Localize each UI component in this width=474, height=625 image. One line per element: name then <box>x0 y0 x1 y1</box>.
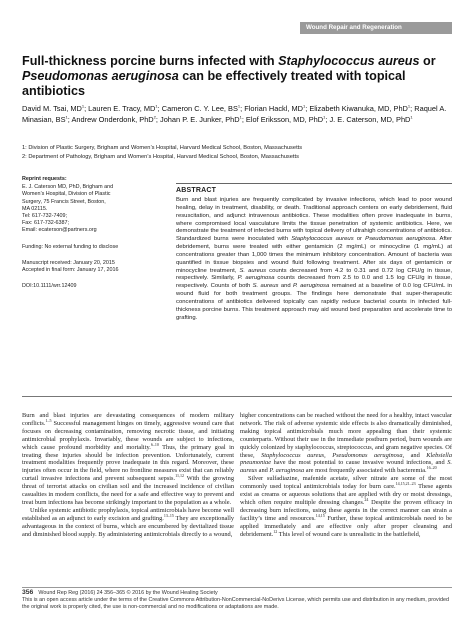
funding-note: Funding: No external funding to disclose <box>22 243 119 250</box>
affiliation-2: 2: Department of Pathology, Brigham and Women’s Hospital, Harvard Medical School, Boston, Massachusetts <box>22 153 299 160</box>
manuscript-dates <box>22 260 140 274</box>
page-footer <box>22 590 452 610</box>
reprint-line: MA 02115. <box>22 205 48 212</box>
article-title <box>22 54 452 99</box>
abstract-run: counts decreased from 2.5 to 0.0 and 1.5 log CFU/g in tissue, respectively. Counts of both <box>176 275 453 290</box>
organism-name: S. aureus <box>240 459 452 475</box>
abstract-organism: P. aeruginosa <box>292 283 330 290</box>
abstract-run: Burn and blast injuries are frequently complicated by invasive infections, which lead to poor wound healing, delay in treatment, disability, or death. Traditional approach centers on early debridement, fluid resuscitation, and adjunct intravenous antibiotics. These modalities often prove inadequate in burns, where compromised local vasculature limits the tissue penetration of systemic antibiotics. Here, we demonstrate the treatment of infected burns with topical delivery of ultrahigh concentrations of antibiotics. Standardized burns were inoculated with <box>176 197 452 243</box>
organism-name: Klebsiella pneumoniae <box>240 451 452 467</box>
body-paragraph <box>22 507 234 539</box>
author-name: Cameron C. Y. Lee, BS <box>161 104 238 113</box>
body-run: These agents exist as creams or aqueous solutions that are applied with dry or moist dressings, which often require multiple dressing changes. <box>240 483 452 506</box>
abstract-text <box>176 197 452 323</box>
reprint-line: Surgery, 75 Francis Street, Boston, <box>22 198 106 205</box>
reprint-phone: Tel: 617-732-7409; <box>22 213 67 220</box>
author-name: J. E. Caterson, MD, PhD <box>329 114 411 124</box>
body-run: , and <box>402 451 427 459</box>
doi[interactable]: DOI:10.1111/wrr.12409 <box>22 283 77 290</box>
abstract-run: counts decreased from 4.2 to 0.31 and 0.72 log CFU/g in tissue, respectively. Similarly, <box>176 267 452 282</box>
title-part: or <box>419 54 436 68</box>
citation-ref[interactable]: 16–20 <box>426 465 437 471</box>
author-affiliation-mark: 1 <box>323 114 326 120</box>
body-run: They are exceptionally advantageous in the context of burns, which are encumbered by devitalized tissue and diminished blood supply. By administering antimicrobials directly to a wound, <box>22 514 234 538</box>
page-number: 356 <box>22 589 34 596</box>
body-paragraph <box>240 412 452 475</box>
journal-header: Wound Repair and Regeneration <box>300 22 452 34</box>
abstract-section <box>176 183 452 323</box>
body-run: Further, these topical antimicrobials need to be applied immediately and are effective only after proper cleansing and debridement. <box>240 514 453 538</box>
section-divider <box>22 396 452 397</box>
affiliation-1: 1: Division of Plastic Surgery, Brigham and Women’s Hospital, Harvard Medical School, Boston, Massachusetts <box>22 145 303 151</box>
author-name: Elizabeth Kiwanuka, MD, PhD <box>309 104 408 113</box>
article-sidebar <box>22 176 140 299</box>
footer-license: This is an open access article under the terms of the Creative Commons Attribution-NonCommercial-NoDerivs License, which permits use and distribution in any medium, provided the original work is properly cited, the use is non-commercial and no modifications or adaptations are made. <box>22 596 449 610</box>
author-name: Johan P. E. Junker, PhD <box>160 114 240 124</box>
author-affiliation-mark: 2 <box>153 114 156 120</box>
citation-ref[interactable]: 24 <box>364 496 369 502</box>
author-affiliation-mark: 1 <box>237 103 241 109</box>
body-run: Despite the proven efficacy in decreasing burn infections, using these agents in the correct manner can strain a facility’s time and resources. <box>240 498 452 522</box>
abstract-organism: Staphylococcus aureus <box>291 236 354 243</box>
affiliations <box>22 144 452 161</box>
abstract-run: remained at a baseline of 0.0 log CFU/mL in wound fluid for both treatment groups. The findings here demonstrate that super-therapeutic concentrations of antibiotics delivered topically can rapidly reduce bacterial counts in infected full-thickness porcine burns. This treatment approach may aid wound bed preparation and accelerate time to grafting. <box>176 283 453 321</box>
body-run: With the growing threat of terrorist attacks on civilian soil and the increased incidence of civilian casualties in modern conflicts, the need for a safe and effective way to prevent and treat burn infections has become strikingly important to the population as a whole. <box>22 475 234 506</box>
title-part: Full-thickness porcine burns infected with <box>22 54 279 68</box>
reprint-heading: Reprint requests: <box>22 176 67 182</box>
abstract-organism: P. aeruginosa <box>237 275 275 282</box>
citation-ref[interactable]: 13–15 <box>163 512 174 518</box>
body-run: Unlike systemic antibiotic prophylaxis, topical antimicrobials have become well established as an adjunct to early excision and grafting. <box>22 506 234 522</box>
accepted-date: Accepted in final form: January 17, 2016 <box>22 267 119 274</box>
citation-ref[interactable]: 14,15,21–23 <box>395 481 416 487</box>
abstract-run: or <box>353 236 366 243</box>
abstract-run: and <box>278 283 293 290</box>
author-name: Florian Hackl, MD <box>244 104 303 113</box>
body-run: Burn and blast injuries are devastating consequences of modern military conflicts. <box>22 412 234 427</box>
footer-rule <box>22 587 452 588</box>
abstract-organism: Pseudomonas aeruginosa <box>365 236 436 243</box>
body-run: and <box>257 467 270 475</box>
body-column-left <box>22 412 234 539</box>
body-paragraph <box>22 412 234 507</box>
body-run: Thus, the primary goal in treating these injuries should be infection prevention. Unfortunately, current treatment modalities frequently prove inadequate in this regard. Moreover, these injuries often occur in the field, where no frontline measures exist that can reliably curtail invasive infections and prevent subsequent sepsis. <box>22 443 235 483</box>
citation-ref[interactable]: 11,12 <box>175 473 184 479</box>
title-organism: Staphylococcus aureus <box>278 54 420 68</box>
author-name: Elof Eriksson, MD, PhD <box>245 114 324 124</box>
body-column-right <box>240 412 452 539</box>
body-run: Successful management hinges on timely, aggressive wound care that focuses on decreasing contamination, removing necrotic tissue, and initiating antimicrobial prophylaxis. Invariably, these wounds are subject to infections, which cause profound morbidity and mortality. <box>22 419 234 451</box>
citation-ref[interactable]: 14,15 <box>315 512 325 518</box>
author-name: David M. Tsai, MD <box>22 104 82 113</box>
reprint-email[interactable]: Email: ecaterson@partners.org <box>22 227 97 234</box>
reprint-line: Women’s Hospital, Division of Plastic <box>22 191 111 198</box>
title-organism: Pseudomonas aeruginosa <box>22 69 179 83</box>
body-run: This level of wound care is unrealistic in the battlefield, <box>277 530 421 538</box>
organism-name: P. aeruginosa <box>269 467 305 475</box>
author-affiliation-mark: 1 <box>65 114 68 120</box>
body-paragraph <box>240 475 452 538</box>
reprint-line: E. J. Caterson MD, PhD, Brigham and <box>22 184 114 191</box>
author-affiliation-mark: 1 <box>81 103 85 109</box>
body-run: are most frequently associated with bacteremia. <box>304 467 427 475</box>
received-date: Manuscript received: January 20, 2015 <box>22 259 115 266</box>
footer-citation-line <box>22 590 452 597</box>
body-run: higher concentrations can be reached without the need for a healthy, intact vascular network. The risk of adverse systemic side effects is also dramatically diminished, making topical antimicrobials much more appealing than their systemic counterparts. Without their use in the immediate postburn period, burn wounds are quickly colonized by staphylococcus, streptococcus, and gram negative species. Of these, <box>240 412 452 459</box>
reprint-fax: Fax: 617-732-6387; <box>22 220 70 227</box>
body-run: have the most potential to cause invasive wound infections, and <box>271 459 448 467</box>
organism-name: Staphylococcus aureus, Pseudomonas aeruginosa <box>261 451 403 459</box>
author-name: Raquel A. Minasian, BS <box>22 104 447 124</box>
author-affiliation-mark: 1 <box>155 103 158 109</box>
author-affiliation-mark: 1 <box>407 103 411 109</box>
abstract-organism: S. aureus <box>252 283 279 290</box>
body-run: Silver sulfadiazine, mafenide acetate, silver nitrate are some of the most commonly used topical antimicrobials today for burn care. <box>240 475 452 491</box>
author-affiliation-mark: 1 <box>410 114 413 120</box>
reprint-requests <box>22 176 140 235</box>
author-affiliation-mark: 1 <box>302 103 306 109</box>
author-affiliation-mark: 1 <box>239 114 242 120</box>
abstract-rule <box>176 183 452 184</box>
citation-ref[interactable]: 12 <box>273 528 278 534</box>
abstract-run: . After debridement, burns were treated with either gentamicin (2 mg/mL) or minocycline (1 mg/mL) at concentrations greater than 1,000 times the minimum inhibitory concentration. Amount of bacteria was quantified in tissue biopsies and wound fluid following treatment. After six days of gentamicin or minocycline treatment, <box>176 236 452 274</box>
citation-ref[interactable]: 6–10 <box>150 441 159 447</box>
author-name: Andrew Onderdonk, PhD <box>71 114 154 124</box>
title-part: can be effectively treated with topical antibiotics <box>22 69 406 98</box>
abstract-organism: S. aureus <box>239 267 267 274</box>
author-list: David M. Tsai, $MD^1$; Lauren E. Tracy, $MD^1$; Cameron C. Y. Lee, $BS^1$; Florian Hackl, $MD^1$; Elizabeth Kiwanuka, MD, PhD$^1$; Raquel A. Minasian, $BS^1$; Andrew Onderdonk, PhD$^2$; Johan P. E. Junker, PhD$^1$; Elof Eriksson, MD, PhD$^1$; J. E. Caterson, MD, PhD$^1$ <box>22 103 447 124</box>
abstract-heading: ABSTRACT <box>176 187 217 194</box>
author-name: Lauren E. Tracy, MD <box>88 104 156 113</box>
citation-ref[interactable]: 1–5 <box>45 417 52 423</box>
footer-citation: Wound Rep Reg (2016) 24 356–365 © 2016 by the Wound Healing Society <box>38 590 218 596</box>
